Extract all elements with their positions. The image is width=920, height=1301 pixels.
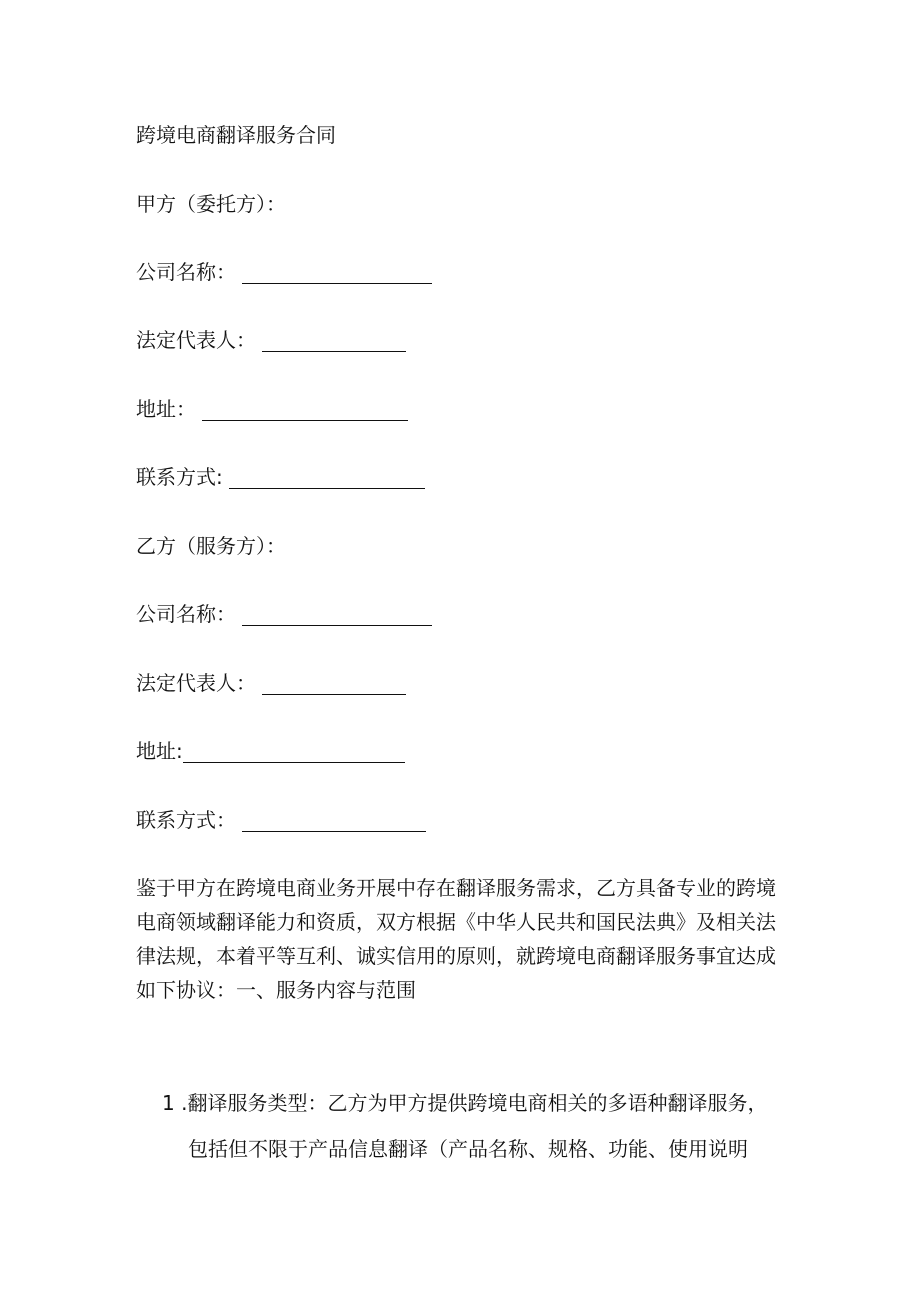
party-a-contact-row bbox=[136, 465, 425, 489]
party-a-address-blank[interactable] bbox=[202, 400, 408, 421]
preamble-line: 如下协议：一、服务内容与范围 bbox=[136, 978, 416, 1002]
party-a-contact-label: 联系方式: bbox=[136, 465, 223, 489]
preamble-paragraph bbox=[136, 871, 786, 1007]
clause-1-text-1: .翻译服务类型：乙方为甲方提供跨境电商相关的多语种翻译服务， bbox=[181, 1091, 768, 1115]
clause-1-number: 1 bbox=[162, 1091, 175, 1115]
party-a-address-row bbox=[136, 397, 408, 421]
clause-1-line-2: 包括但不限于产品信息翻译（产品名称、规格、功能、使用说明 bbox=[188, 1137, 748, 1161]
party-b-address-row bbox=[136, 739, 405, 763]
party-a-heading: 甲方（委托方）： bbox=[136, 192, 286, 216]
party-b-heading: 乙方（服务方）： bbox=[136, 534, 286, 558]
party-a-company-blank[interactable] bbox=[242, 263, 432, 284]
document-title: 跨境电商翻译服务合同 bbox=[136, 123, 336, 147]
party-a-rep-label: 法定代表人： bbox=[136, 328, 256, 352]
party-a-rep-blank[interactable] bbox=[262, 331, 406, 352]
party-b-contact-label: 联系方式： bbox=[136, 808, 236, 832]
clause-1-line-1 bbox=[162, 1080, 782, 1126]
party-a-company-label: 公司名称： bbox=[136, 260, 236, 284]
party-b-address-blank[interactable] bbox=[183, 742, 405, 763]
party-b-address-label: 地址: bbox=[136, 739, 183, 763]
party-b-company-blank[interactable] bbox=[242, 605, 432, 626]
party-b-company-row bbox=[136, 602, 432, 626]
party-a-company-row bbox=[136, 260, 432, 284]
party-a-rep-row bbox=[136, 328, 406, 352]
party-b-contact-row bbox=[136, 808, 426, 832]
party-b-rep-blank[interactable] bbox=[262, 674, 406, 695]
clause-1 bbox=[162, 1080, 782, 1172]
preamble-line: 电商领域翻译能力和资质，双方根据《中华人民共和国民法典》及相关法 bbox=[136, 910, 776, 934]
preamble-line: 鉴于甲方在跨境电商业务开展中存在翻译服务需求，乙方具备专业的跨境 bbox=[136, 876, 776, 900]
party-b-company-label: 公司名称： bbox=[136, 602, 236, 626]
party-a-contact-blank[interactable] bbox=[229, 468, 425, 489]
party-b-contact-blank[interactable] bbox=[242, 811, 426, 832]
party-a-address-label: 地址： bbox=[136, 397, 196, 421]
party-b-rep-row bbox=[136, 671, 406, 695]
party-b-rep-label: 法定代表人： bbox=[136, 671, 256, 695]
preamble-line: 律法规，本着平等互利、诚实信用的原则，就跨境电商翻译服务事宜达成 bbox=[136, 944, 776, 968]
